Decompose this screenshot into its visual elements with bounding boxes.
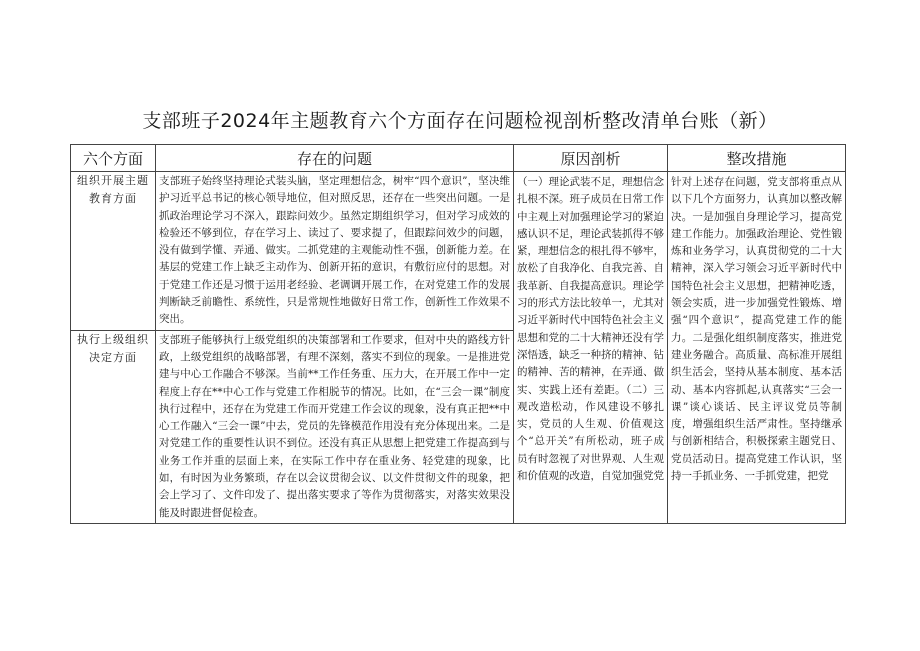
header-causes: 原因剖析	[514, 145, 668, 172]
causes-cell: （一）理论武装不足，理想信念扎根不深。班子成员在日常工作中主观上对加强理论学习的紧迫感认识不足，理论武装抓得不够紧，理想信念的根扎得不够牢，放松了自我净化、自我完善、自我革新、自我提高意识。理论学习的形式方法比较单一，尤其对习近平新时代中国特色社会主义思想和党的二十大精神还没有学深悟透，缺乏一种挤的精神、钻的精神、苦的精神，在弄通、做实、实践上还有差距。（二）三观改造松动，作风建设不够扎实，党员的人生观、价值观这个“总开关”有所松动，班子成员有时忽视了对世界观、人生观和价值观的改造，自觉加强党党	[514, 172, 668, 524]
rectification-ledger-table	[70, 144, 846, 524]
table-row	[71, 172, 846, 331]
document-title: 支部班子2024年主题教育六个方面存在问题检视剖析整改清单台账（新）	[142, 110, 778, 132]
problems-cell: 支部班子始终坚持理论式装头脑，坚定理想信念，树牢“四个意识”，坚决维护习近平总书记的核心领导地位，但对照反思，还存在一些突出问题。一是抓政治理论学习不深入，跟踪问效少。虽然定期组织学习，但对学习成效的检验还不够到位，存在学习上、读过了、要求提了，但跟踪问效少的问题，没有做到学懂、弄通、做实。二抓党建的主观能动性不强，创新能力差。在基层的党建工作上缺乏主动作为、创新开拓的意识，有敷衍应付的思想。对于党建工作还是习惯于运用老经验、老调调开展工作，在对党建工作的发展判断缺乏前瞻性、系统性，只是常规性地做好日常工作，创新性工作效果不突出。	[156, 172, 514, 331]
problems-cell: 支部班子能够执行上级党组织的决策部署和工作要求，但对中央的路线方针政，上级党组织的战略部署，有理不深刻，落实不到位的现象。一是推进党建与中心工作融合不够深。当前**工作任务重、压力大，在开展工作中一定程度上存在**中心工作与党建工作相脱节的情况。比如，在“三会一课”制度执行过程中，还存在为党建工作而开党建工作会议的现象，没有真正把**中心工作融入“三会一课”中去，党员的先锋模范作用没有充分体现出来。二是对党建工作的重要性认识不到位。还没有真正从思想上把党建工作提高到与业务工作并重的层面上来，在实际工作中存在重业务、轻党建的现象，比如，有时因为业务繁琐，存在以会议贯彻会议、以文件贯彻文件的现象，把会上学习了、文件印发了、提出落实要求了等作为贯彻落实，对落实效果没能及时跟进督促检查。	[156, 330, 514, 523]
header-measures: 整改措施	[668, 145, 846, 172]
header-row	[71, 145, 846, 172]
header-aspect: 六个方面	[71, 145, 156, 172]
measures-cell: 针对上述存在问题，党支部将重点从以下几个方面努力，认真加以整改解决。一是加强自身理论学习，提高党建工作能力。加强政治理论、党性锻炼和业务学习，认真贯彻党的二十大精神，深入学习领会习近平新时代中国特色社会主义思想，把精神吃透，领会实质，进一步加强党性锻炼、增强“四个意识”，提高党建工作的能力。二是强化组织制度落实，推进党建业务融合。高质量、高标准开展组织生活会，坚持从基本制度、基本活动、基本内容抓起,认真落实“三会一课”谈心谈话、民主评议党员等制度，增强组织生活严肃性。坚持继承与创新相结合，积极探索主题党日、党员活动日。提高党建工作认识，坚持一手抓业务、一手抓党建，把党	[668, 172, 846, 524]
header-problems: 存在的问题	[156, 145, 514, 172]
aspect-cell: 执行上级组织决定方面	[71, 330, 156, 523]
aspect-cell: 组织开展主题教育方面	[71, 172, 156, 331]
